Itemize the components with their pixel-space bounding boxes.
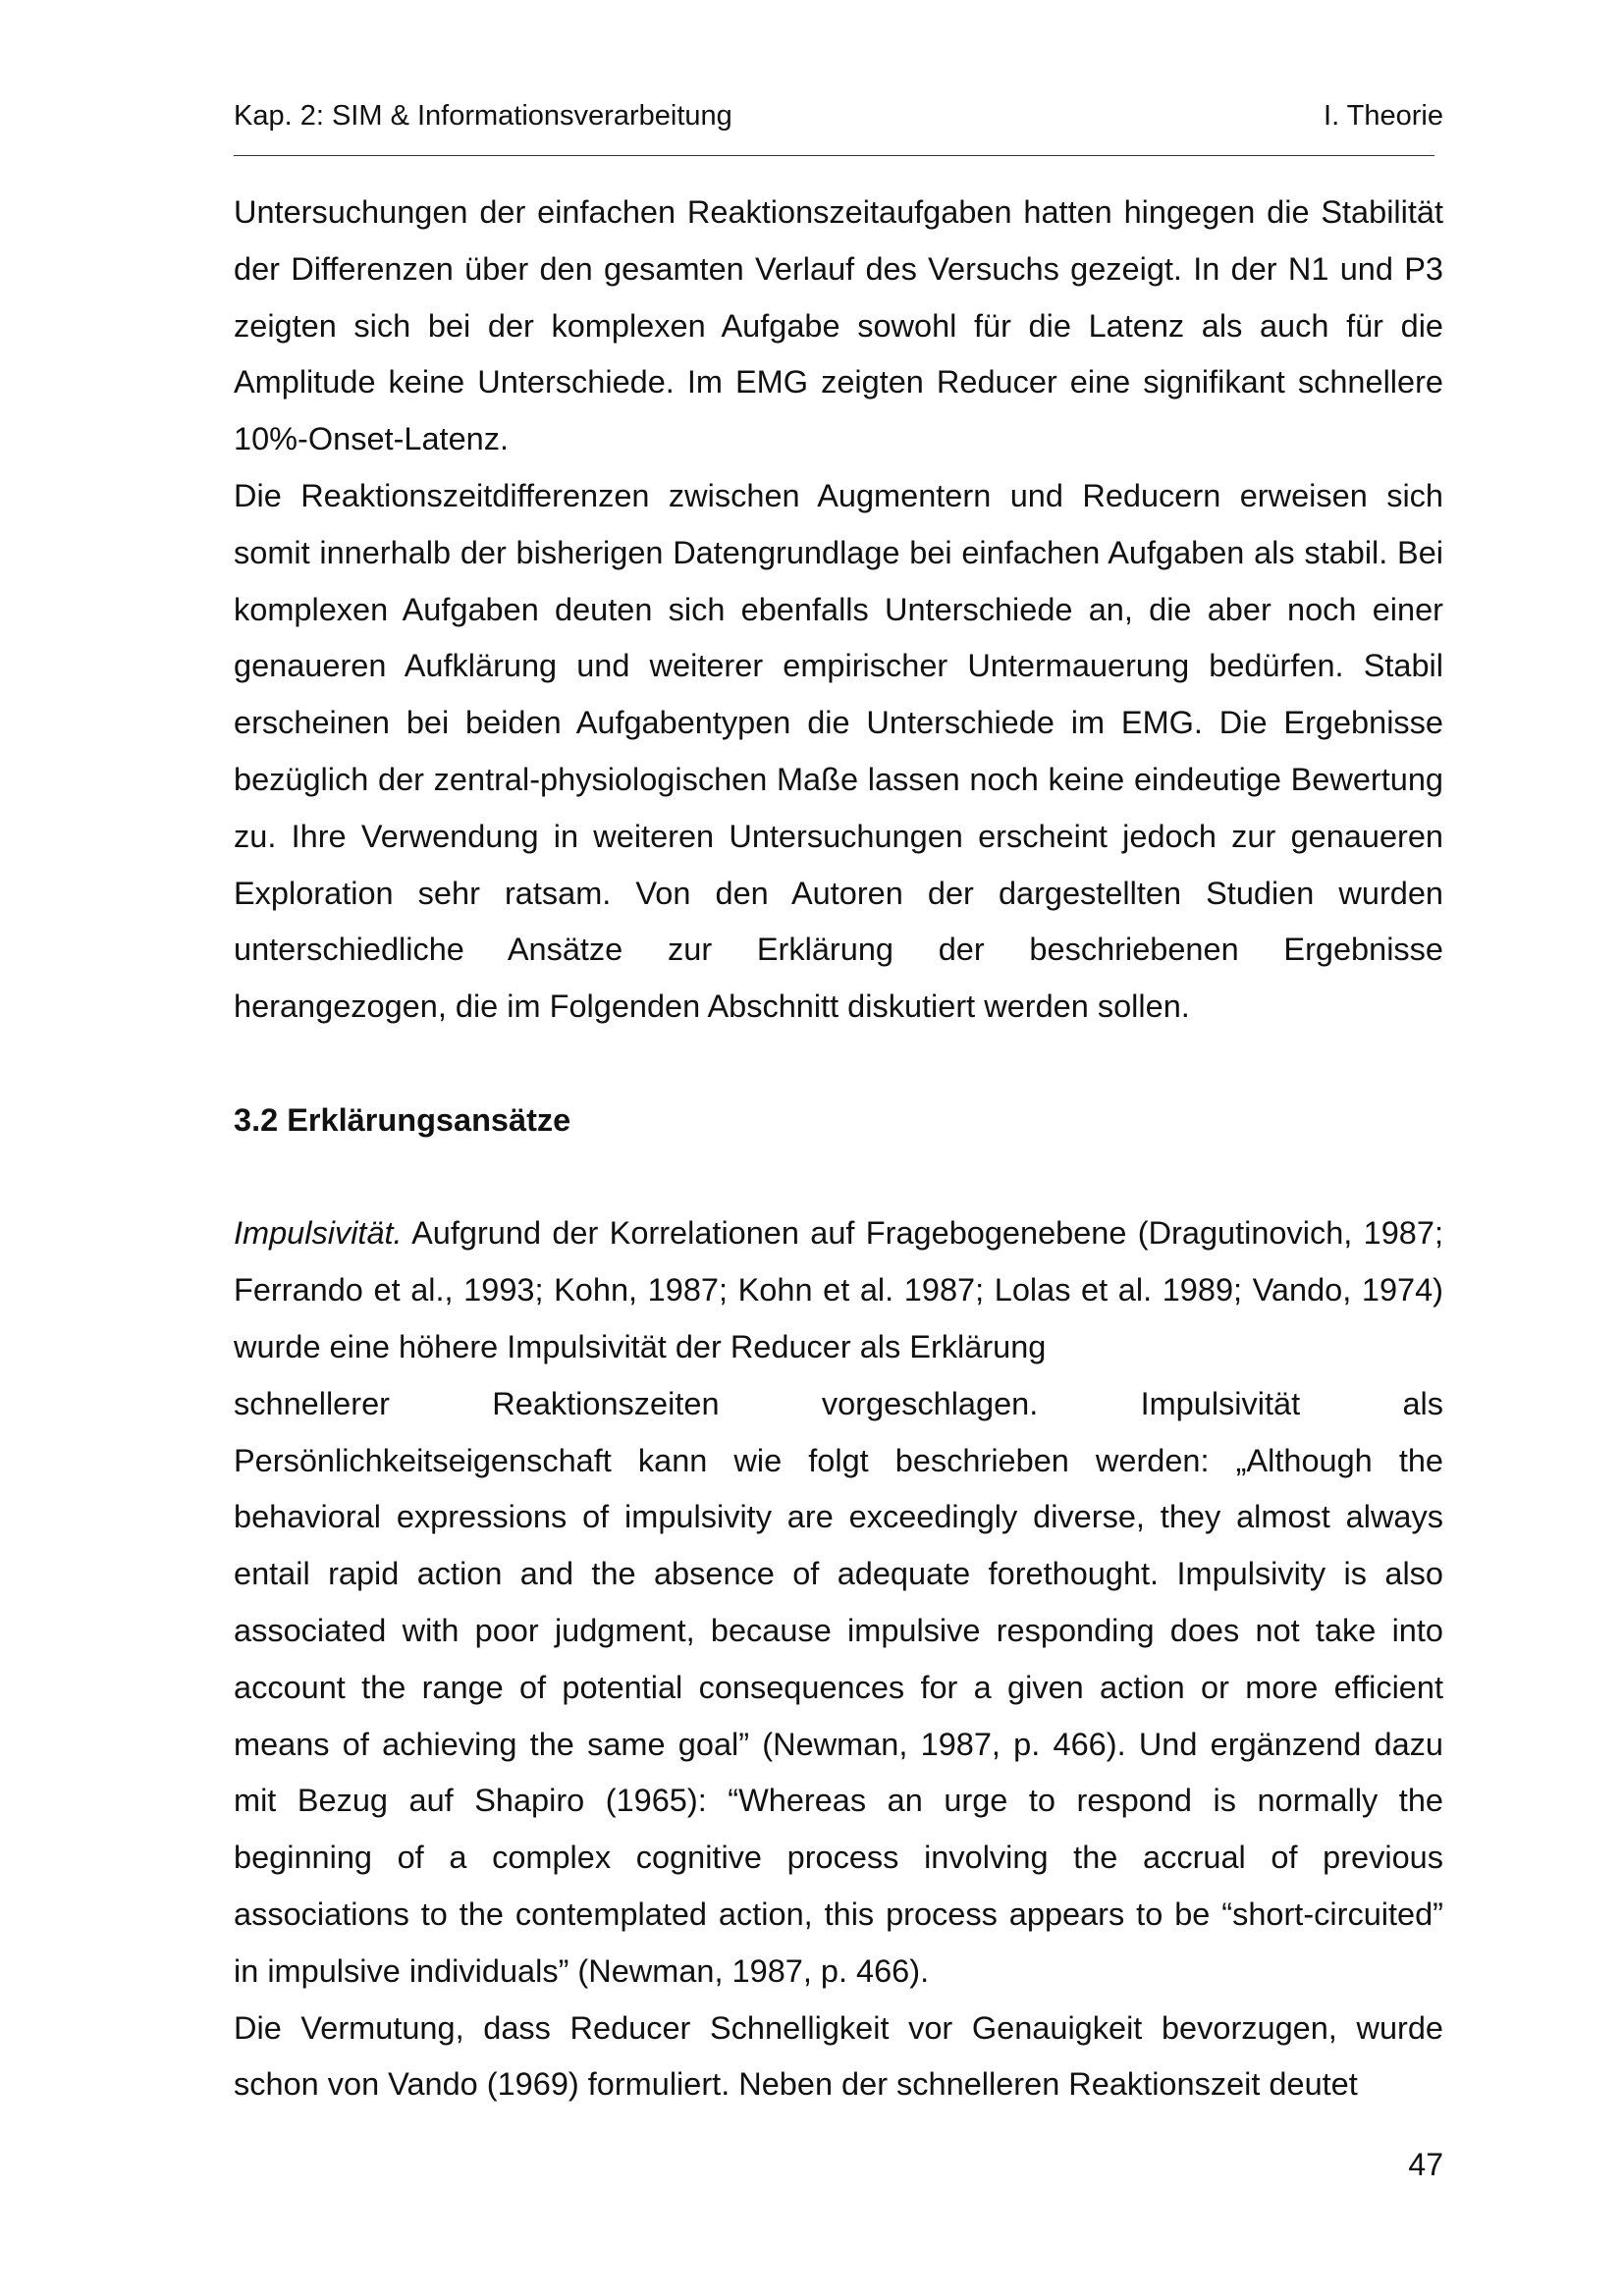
section-heading: 3.2 Erklärungsansätze	[234, 1101, 571, 1138]
running-header	[234, 96, 1443, 135]
paragraph-impulsivity-text-a: Aufgrund der Korrelationen auf Fragebogenebene (Dragutinovich, 1987; Ferrando et al., 1993; Kohn, 1987; Kohn et al. 1987; Lolas et al. 1989; Vando, 1974) wurde eine höhere Impulsivität der Reducer als Erklärung	[234, 1215, 1443, 1364]
header-rule	[234, 155, 1434, 156]
spacer	[234, 1036, 1443, 1093]
spacer	[234, 1149, 1443, 1206]
page-number: 47	[1408, 2147, 1443, 2182]
header-chapter-title: Kap. 2: SIM & Informationsverarbeitung	[234, 100, 732, 132]
paragraph-lead-term: Impulsivität.	[234, 1215, 403, 1252]
paragraph-speed-accuracy: Die Vermutung, dass Reducer Schnelligkeit vor Genauigkeit bevorzugen, wurde schon von Vando (1969) formuliert. Neben der schnelleren Reaktionszeit deutet	[234, 2009, 1443, 2103]
paragraph-impulsivity-text-c: Persönlichkeitseigenschaft kann wie folgt beschrieben werden: „Although the behavioral expressions of impulsivity are exceedingly diverse, they almost always entail rapid action and the absence of adequate forethought. Impulsivity is also associated with poor judgment, because impulsive responding does not take into account the range of potential consequences for a given action or more efficient means of achieving the same goal” (Newman, 1987, p. 466). Und ergänzend dazu mit Bezug auf Shapiro (1965): “Whereas an urge to respond is normally the beginning of a complex cognitive process involving the accrual of previous associations to the contemplated action, this process appears to be “short-circuited” in impulsive individuals” (Newman, 1987, p. 466).	[234, 1442, 1443, 1989]
paragraph-discussion: Die Reaktionszeitdifferenzen zwischen Augmentern und Reducern erweisen sich somit innerhalb der bisherigen Datengrundlage bei einfachen Aufgaben als stabil. Bei komplexen Aufgaben deuten sich ebenfalls Unterschiede an, die aber noch einer genaueren Aufklärung und weiterer empirischer Untermauerung bedürfen. Stabil erscheinen bei beiden Aufgabentypen die Unterschiede im EMG. Die Ergebnisse bezüglich der zentral-physiologischen Maße lassen noch keine eindeutige Bewertung zu. Ihre Verwendung in weiteren Untersuchungen erscheint jedoch zur genaueren Exploration sehr ratsam. Von den Autoren der dargestellten Studien wurden unterschiedliche Ansätze zur Erklärung der beschriebenen Ergebnisse herangezogen, die im Folgenden Abschnitt diskutiert werden sollen.	[234, 477, 1443, 1025]
paragraph-results-summary: Untersuchungen der einfachen Reaktionszeitaufgaben hatten hingegen die Stabilität der Differenzen über den gesamten Verlauf des Versuchs gezeigt. In der N1 und P3 zeigten sich bei der komplexen Aufgabe sowohl für die Latenz als auch für die Amplitude keine Unterschiede. Im EMG zeigten Reducer eine signifikant schnellere 10%-Onset-Latenz.	[234, 194, 1443, 457]
header-part-title: I. Theorie	[1324, 100, 1443, 132]
paragraph-impulsivity	[234, 1205, 1443, 2000]
body-text	[234, 185, 1443, 2113]
paragraph-impulsivity-text-b: schnellerer Reaktionszeiten vorgeschlagen. Impulsivität als	[234, 1385, 1443, 1421]
